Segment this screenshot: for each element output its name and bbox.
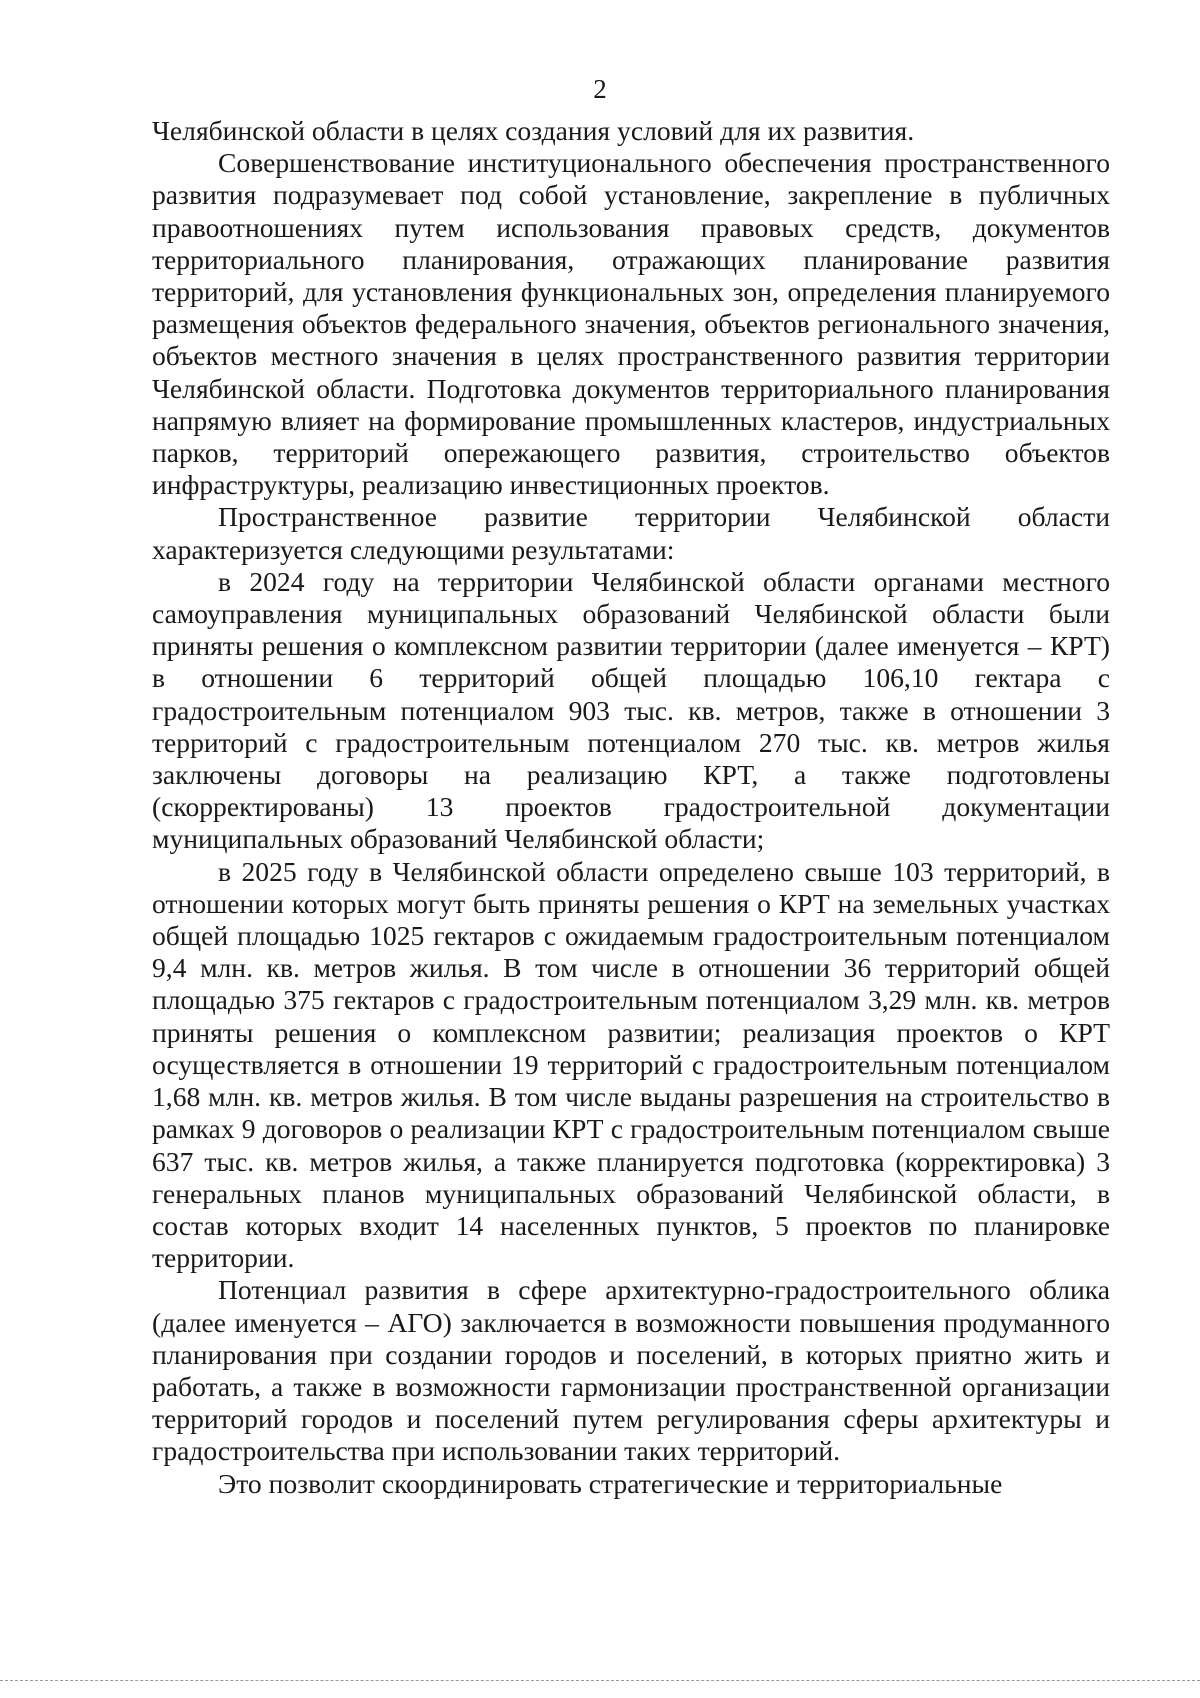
page-bottom-edge xyxy=(0,1680,1200,1681)
paragraph-continuation: Челябинской области в целях создания условий для их развития. xyxy=(152,115,915,146)
document-body xyxy=(152,115,1110,1500)
paragraph-final-line: Это позволит скоординировать стратегические и территориальные xyxy=(218,1467,1003,1499)
paragraph-institutional-support: Совершенствование институционального обеспечения пространственного развития подразумевает под собой установление, закрепление в публичных правоотношениях путем использования правовых средств, документов территориального планирования, отражающих планирование развития территорий, для установления функциональных зон, определения планируемого размещения объектов федерального значения, объектов регионального значения, объектов местного значения в целях пространственного развития территории Челябинской области. Подготовка документов территориального планирования напрямую влияет на формирование промышленных кластеров, индустриальных парков, территорий опережающего развития, строительство объектов инфраструктуры, реализацию инвестиционных проектов. xyxy=(152,147,1110,501)
paragraph-ago-potential: Потенциал развития в сфере архитектурно-градостроительного облика (далее именуется – АГО) заключается в возможности повышения продуманного планирования при создании городов и поселений, в которых приятно жить и работать, а также в возможности гармонизации пространственной организации территорий городов и поселений путем регулирования сферы архитектуры и градостроительства при использовании таких территорий. xyxy=(152,1274,1110,1467)
paragraph-2024-results: в 2024 году на территории Челябинской области органами местного самоуправления муниципальных образований Челябинской области были приняты решения о комплексном развитии территории (далее именуется – КРТ) в отношении 6 территорий общей площадью 106,10 гектара с градостроительным потенциалом 903 тыс. кв. метров, также в отношении 3 территорий с градостроительным потенциалом 270 тыс. кв. метров жилья заключены договоры на реализацию КРТ, а также подготовлены (скорректированы) 13 проектов градостроительной документации муниципальных образований Челябинской области; xyxy=(152,565,1110,855)
page-number: 2 xyxy=(593,74,607,104)
paragraph-spatial-results: Пространственное развитие территории Челябинской области характеризуется следующими результатами: xyxy=(152,501,1110,565)
paragraph-2025-results: в 2025 году в Челябинской области определено свыше 103 территорий, в отношении которых могут быть приняты решения о КРТ на земельных участках общей площадью 1025 гектаров с ожидаемым градостроительным потенциалом 9,4 млн. кв. метров жилья. В том числе в отношении 36 территорий общей площадью 375 гектаров с градостроительным потенциалом 3,29 млн. кв. метров приняты решения о комплексном развитии; реализация проектов о КРТ осуществляется в отношении 19 территорий с градостроительным потенциалом 1,68 млн. кв. метров жилья. В том числе выданы разрешения на строительство в рамках 9 договоров о реализации КРТ с градостроительным потенциалом свыше 637 тыс. кв. метров жилья, а также планируется подготовка (корректировка) 3 генеральных планов муниципальных образований Челябинской области, в состав которых входит 14 населенных пунктов, 5 проектов по планировке территории. xyxy=(152,855,1110,1274)
